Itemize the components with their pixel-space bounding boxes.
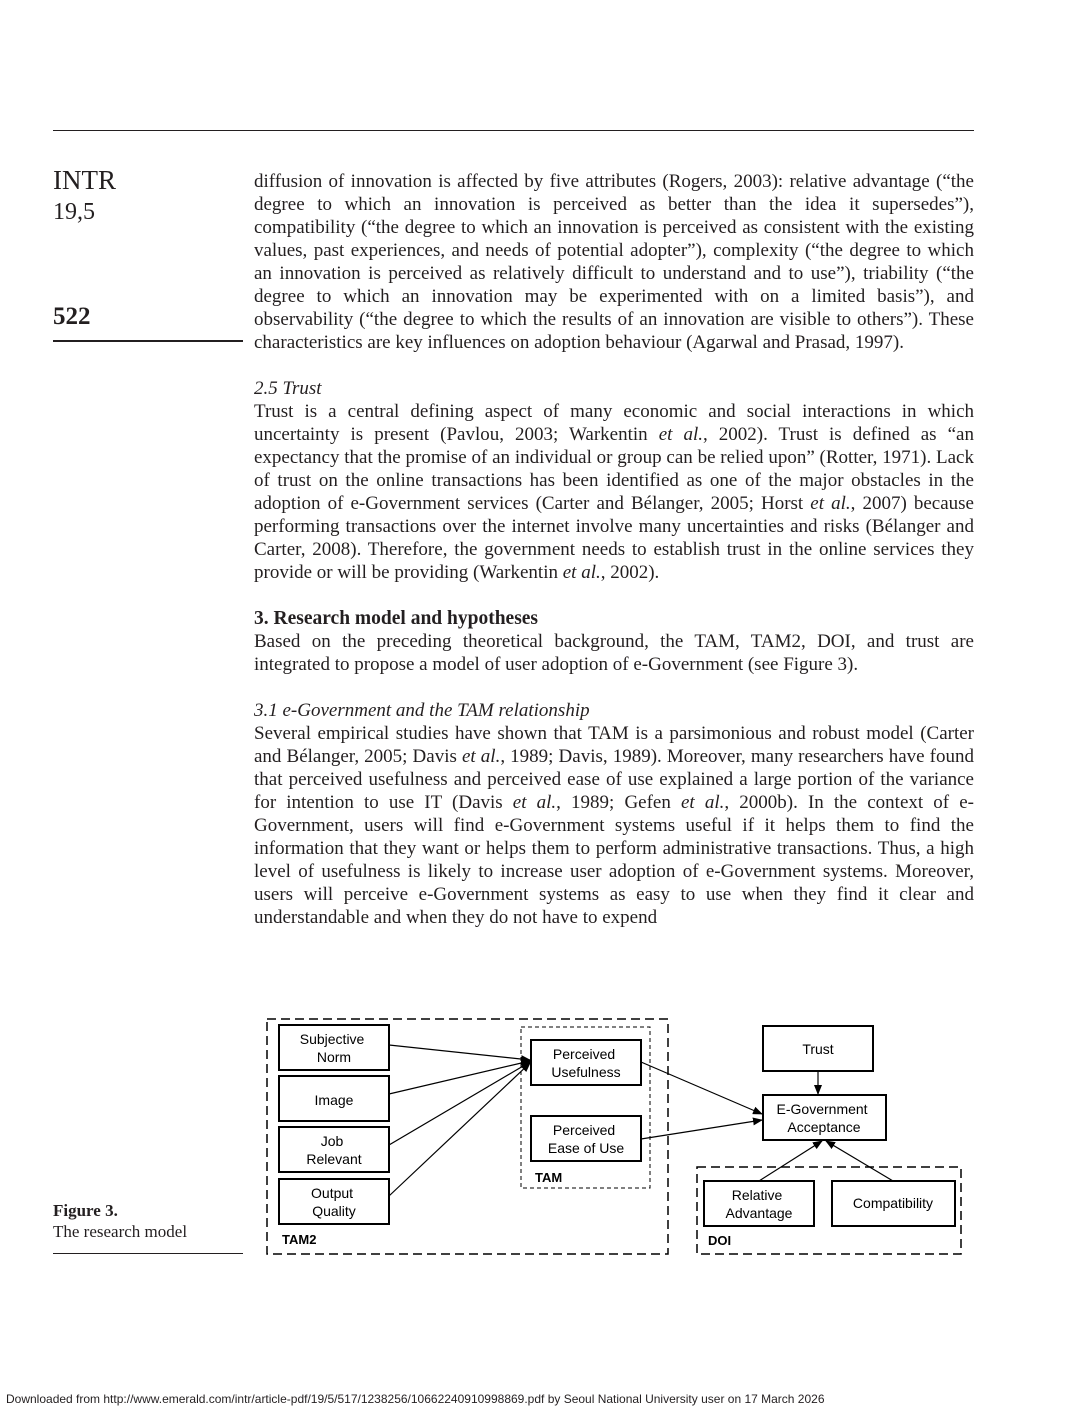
tam-label: TAM [535, 1170, 563, 1185]
svg-text:Compatibility [853, 1195, 933, 1211]
paragraph-research-model: Based on the preceding theoretical background, the TAM, TAM2, DOI, and trust are integrated to propose a model of user adoption of e-Government (see Figure 3). [254, 631, 974, 675]
arrow-compat-egov [826, 1141, 893, 1181]
section-heading-research-model: 3. Research model and hypotheses [254, 608, 539, 629]
paragraph-trust: Trust is a central defining aspect of many economic and social interactions in which uncertainty is present (Pavlou, 2003; Warkentin et al., 2002). Trust is defined as “an expectancy that the promise of an individual or group can be relied upon” (Rotter, 1971). Lack of trust on the online transactions has been identified as one of the major obstacles in the adoption of e-Government services (Carter and Bélanger, 2005; Horst et al., 2007) because performing transactions over the internet involve many uncertainties and risks (Bélanger and Carter, 2008). Therefore, the government needs to establish trust in the online services they provide or will be providing (Warkentin et al., 2002). [254, 401, 974, 583]
paragraph-doi: diffusion of innovation is affected by five attributes (Rogers, 2003): relative advantage (“the degree to which an innovation is perceived as better than the idea it supersedes”), compatibility (“the degree to which an innovation is perceived as consistent with the existing values, past experiences, and needs of potential adopter”), complexity (“the degree to which an innovation is perceived as relatively difficult to understand and to use”), triability (“the degree to which an innovation may be experimented with on a limited basis”), and observability (“the degree to which the results of an innovation are visible to others”). These characteristics are key influences on adoption behaviour (Agarwal and Prasad, 1997). [254, 171, 974, 353]
download-footer: Downloaded from http://www.emerald.com/intr/article-pdf/19/5/517/1238256/10662240910998869.pdf by Seoul National University user on 17 March 2026 [6, 1392, 825, 1406]
arrow-peou-egov [641, 1120, 762, 1139]
arrow-output-pu [389, 1063, 530, 1196]
subjective-norm-label-2: Norm [316, 1049, 352, 1065]
perceived-ease-label-1: Perceived [552, 1122, 616, 1138]
compatibility-label: Compatibility [852, 1195, 934, 1211]
arrow-pu-egov [641, 1062, 762, 1114]
perceived-usefulness-label-1: Perceived [552, 1046, 616, 1062]
output-quality-label-1: Output [311, 1185, 354, 1201]
output-quality-label-2: Quality [312, 1203, 356, 1219]
svg-text:Trust [802, 1041, 833, 1057]
trust-label: Trust [802, 1041, 834, 1057]
image-label: Image [314, 1092, 354, 1108]
caption-rule [53, 1253, 243, 1254]
page-number: 522 [53, 303, 91, 330]
tam2-label: TAM2 [282, 1232, 317, 1247]
perceived-usefulness-label-2: Usefulness [551, 1064, 621, 1080]
subheading-tam-relationship: 3.1 e-Government and the TAM relationship [254, 700, 590, 721]
svg-text:Image [315, 1092, 354, 1108]
subheading-trust: 2.5 Trust [254, 378, 322, 399]
subjective-norm-label-1: Subjective [299, 1031, 365, 1047]
figure-caption [53, 1200, 243, 1242]
egov-acceptance-label-1: E-Government [776, 1101, 868, 1117]
job-relevant-label-1: Job [320, 1133, 344, 1149]
journal-name: INTR [53, 165, 116, 195]
arrow-sn-pu [389, 1045, 530, 1060]
arrow-job-pu [389, 1062, 530, 1145]
figure-number: Figure 3. [53, 1201, 118, 1220]
arrow-ra-egov [759, 1141, 822, 1181]
figure-title: The research model [53, 1222, 188, 1241]
journal-volume: 19,5 [53, 199, 95, 225]
doi-label: DOI [708, 1233, 732, 1248]
relative-advantage-label-2: Advantage [725, 1205, 793, 1221]
arrow-image-pu [389, 1061, 530, 1094]
paragraph-tam-relationship: Several empirical studies have shown that TAM is a parsimonious and robust model (Carter and Bélanger, 2005; Davis et al., 1989; Davis, 1989). Moreover, many researchers have found that perceived usefulness and perceived ease of use explained a large portion of the variance for intention to use IT (Davis et al., 1989; Gefen et al., 2000b). In the context of e-Government, users will find e-Government systems useful if it helps them to find the information that they want or helps them to perform administrative transactions. Thus, a high level of usefulness is likely to increase user adoption of e-Government systems. Moreover, users will perceive e-Government systems as easy to use when they find it clear and understandable and when they do not have to expend [254, 723, 974, 928]
job-relevant-label-2: Relevant [306, 1151, 362, 1167]
perceived-ease-label-2: Ease of Use [547, 1140, 625, 1156]
egov-acceptance-label-2: Acceptance [787, 1119, 861, 1135]
relative-advantage-label-1: Relative [731, 1187, 783, 1203]
